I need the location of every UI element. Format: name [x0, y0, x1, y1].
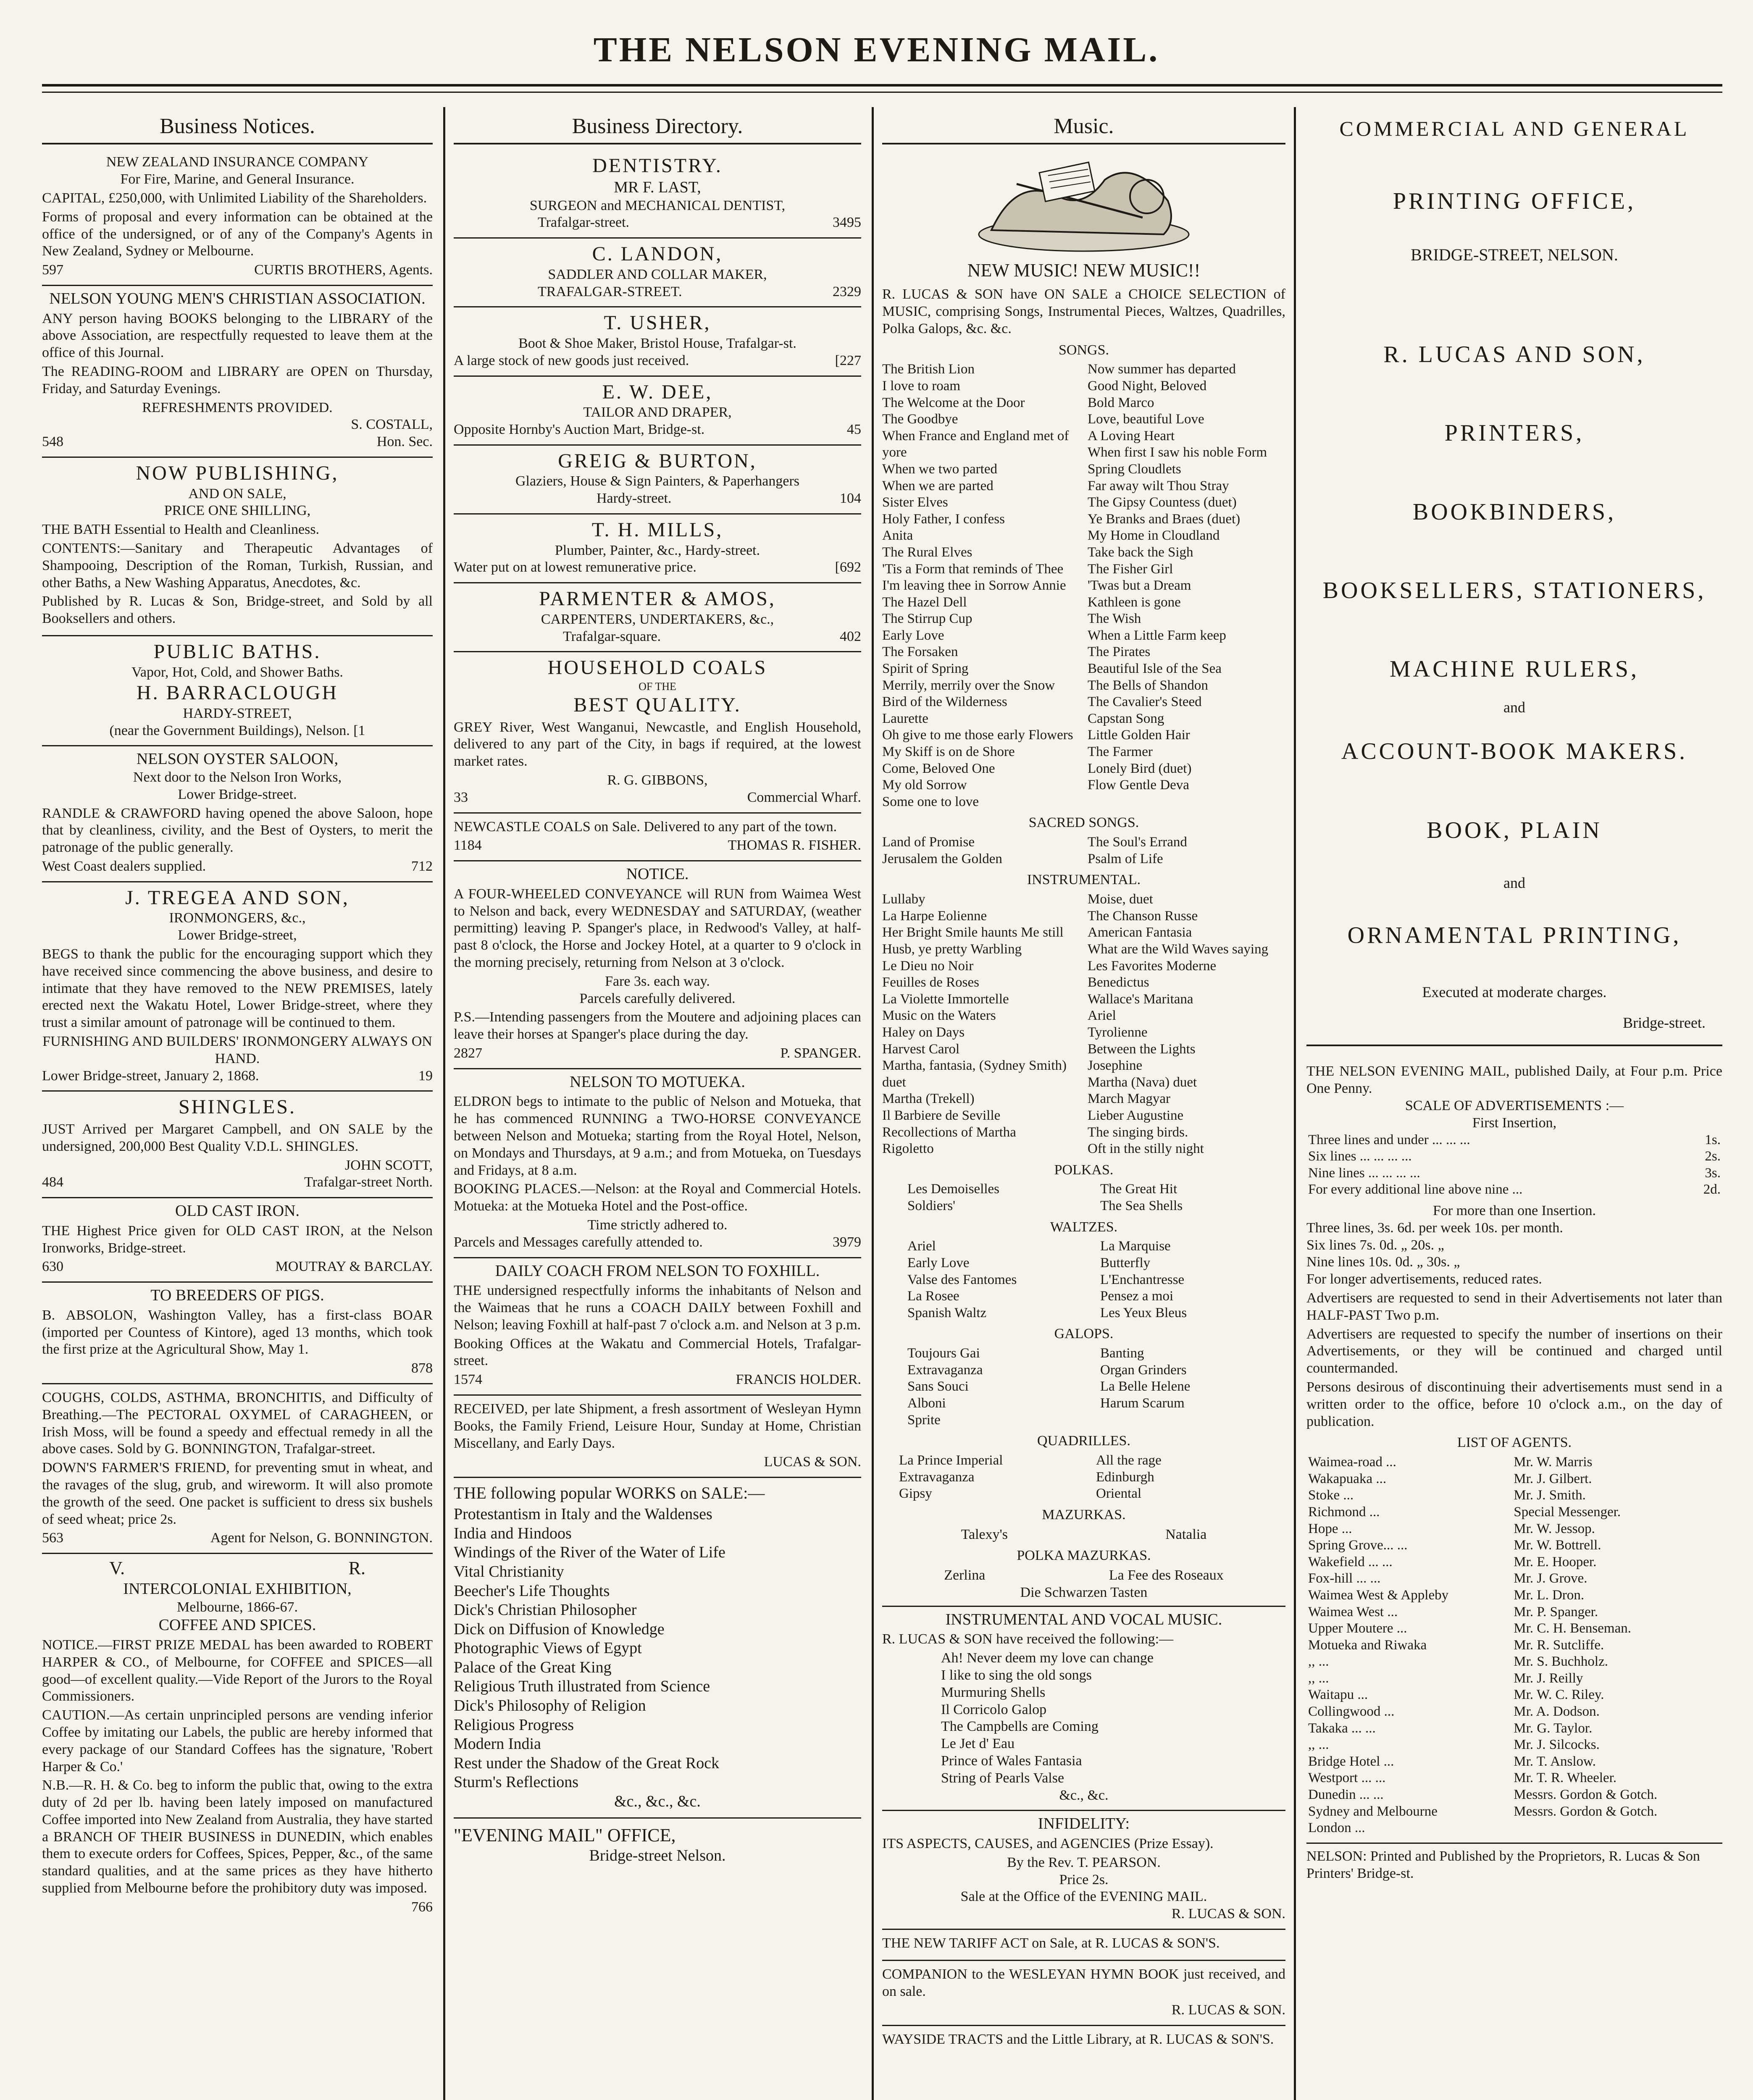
list-item: Palace of the Great King	[454, 1658, 612, 1676]
list-item: Natalia	[1165, 1526, 1207, 1542]
list-item: The Wish	[1088, 611, 1141, 627]
list-item: Haley on Days	[882, 1024, 965, 1040]
list-item: A Loving Heart	[1088, 428, 1175, 444]
polka-mazurkas-list	[882, 1567, 1285, 1584]
ad-instrumental-vocal: INSTRUMENTAL AND VOCAL MUSIC. R. LUCAS & SON have received the following:— Ah! Never deem my love can change I like to sing the old songs Murmuring Shells Il Corricolo Galop The Campbells are Coming Le Jet d' Eau Prince of Wales Fantasia String of Pearls Valse &c., &c.	[882, 1607, 1285, 1811]
masthead: THE NELSON EVENING MAIL.	[593, 30, 1160, 69]
list-item: When we are parted	[882, 478, 993, 494]
list-item: The Cavalier's Steed	[1088, 694, 1202, 710]
list-item: Tyrolienne	[1088, 1024, 1148, 1040]
list-item: The Farmer	[1088, 744, 1153, 760]
list-item: The singing birds.	[1088, 1124, 1188, 1140]
list-item: Oft in the stilly night	[1088, 1141, 1204, 1157]
list-item: Religious Progress	[454, 1716, 574, 1734]
ad-public-baths: PUBLIC BATHS. Vapor, Hot, Cold, and Shower Baths. H. BARRACLOUGH HARDY-STREET, (near the Government Buildings), Nelson. [1	[42, 636, 433, 747]
column-divider	[872, 107, 874, 2100]
dir-nelson-motueka: NELSON TO MOTUEKA. ELDRON begs to intimate to the public of Nelson and Motueka, that he has commenced RUNNING a TWO-HORSE CONVEYANCE between Nelson and Motueka; starting from the Royal Hotel, Nelson, on Mondays and Thursdays, at 9 a.m.; and from Motueka, on Tuesdays and Fridays, at 8 a.m. BOOKING PLACES.—Nelson: at the Royal and Commercial Hotels. Motueka: at the Motueka Hotel and the Post-office. Time strictly adhered to. Parcels and Messages carefully attended to. 3979	[454, 1069, 861, 1258]
list-item: March Magyar	[1088, 1091, 1171, 1107]
list-item: Josephine	[1088, 1058, 1143, 1074]
ad-hymn-companion: COMPANION to the WESLEYAN HYMN BOOK just received, and on sale. R. LUCAS & SON.	[882, 1961, 1285, 2026]
list-item: La Harpe Eolienne	[882, 908, 987, 924]
table-row: Six lines ... ... ... ... 2s.	[1308, 1149, 1721, 1164]
list-item: Come, Beloved One	[882, 761, 995, 776]
table-row: ,, ... Mr. S. Buchholz.	[1308, 1654, 1608, 1670]
dir-mills: T. H. MILLS, Plumber, Painter, &c., Hardy-street. Water put on at lowest remunerative price. [692	[454, 514, 861, 583]
list-item: La Rosee	[907, 1289, 959, 1304]
column-divider	[443, 107, 445, 2100]
list-item: When a Little Farm keep	[1088, 627, 1226, 643]
dir-greig-burton: GREIG & BURTON, Glaziers, House & Sign Painters, & Paperhangers Hardy-street. 104	[454, 446, 861, 514]
ad-tregea: J. TREGEA AND SON, IRONMONGERS, &c., Lower Bridge-street, BEGS to thank the public for the encouraging support which they have received since commencing the above business, and desire to intimate that they have removed to the NEW PREMISES, lately erected next the Wakatu Hotel, Lower Bridge-street, where they trust a similar amount of patronage will be continued to them. FURNISHING AND BUILDERS' IRONMONGERY ALWAYS ON HAND. Lower Bridge-street, January 2, 1868. 19	[42, 882, 433, 1092]
list-item: Gipsy	[899, 1486, 932, 1502]
list-item: Beautiful Isle of the Sea	[1088, 661, 1222, 677]
list-item: Talexy's	[961, 1526, 1008, 1542]
list-item: La Marquise	[1100, 1239, 1171, 1254]
list-item: Anita	[882, 528, 913, 543]
music-instruments-illustration	[966, 150, 1201, 255]
list-item: Le Jet d' Eau	[941, 1736, 1015, 1752]
table-row: Fox-hill ... ... Mr. J. Grove.	[1308, 1571, 1587, 1586]
list-item: Religious Truth illustrated from Science	[454, 1677, 710, 1696]
table-row: London ...	[1308, 1820, 1365, 1836]
list-item: The British Lion	[882, 362, 975, 377]
table-row: Bridge Hotel ... Mr. T. Anslow.	[1308, 1754, 1596, 1769]
list-item: Pensez a moi	[1100, 1289, 1174, 1304]
list-item: The Hazel Dell	[882, 594, 967, 610]
list-item: Prince of Wales Fantasia	[941, 1753, 1082, 1769]
received-music-list	[882, 1650, 1285, 1787]
ad-pigs: TO BREEDERS OF PIGS. B. ABSOLON, Washington Valley, has a first-class BOAR (imported per Countess of Kintore), aged 13 months, which took the first prize at the Agricultural Show, May 1. 878	[42, 1283, 433, 1384]
section-header: Music.	[882, 113, 1285, 144]
table-row: ,, ... Mr. J. Silcocks.	[1308, 1737, 1600, 1753]
printing-office-ad: COMMERCIAL AND GENERAL PRINTING OFFICE, BRIDGE-STREET, NELSON. R. LUCAS AND SON, PRINTERS, BOOKBINDERS, BOOKSELLERS, STATIONERS, MACHINE RULERS, and ACCOUNT-BOOK MAKERS. BOOK, PLAIN and ORNAMENTAL PRINTING, Executed at moderate charges. Bridge-street.	[1306, 116, 1722, 1046]
waltzes-list	[882, 1238, 1285, 1321]
list-item: Far away wilt Thou Stray	[1088, 478, 1229, 494]
list-item: Take back the Sigh	[1088, 544, 1193, 560]
ad-ymca: NELSON YOUNG MEN'S CHRISTIAN ASSOCIATION. ANY person having BOOKS belonging to the LIBRARY of the above Association, are respectfully requested to leave them at the office of this Journal. The READING-ROOM and LIBRARY are OPEN on Thursday, Friday, and Saturday Evenings. REFRESHMENTS PROVIDED. S. COSTALL, 548 Hon. Sec.	[42, 286, 433, 458]
table-row: Takaka ... ... Mr. G. Taylor.	[1308, 1720, 1593, 1736]
list-item: Kathleen is gone	[1088, 594, 1181, 610]
ad-old-cast-iron: OLD CAST IRON. THE Highest Price given for OLD CAST IRON, at the Nelson Ironworks, Bridge-street. 630 MOUTRAY & BARCLAY.	[42, 1198, 433, 1283]
list-item: Little Golden Hair	[1088, 727, 1190, 743]
instrumental-list	[882, 891, 1285, 1158]
table-row: ,, ... Mr. J. Reilly	[1308, 1670, 1583, 1686]
list-item: Die Schwarzen Tasten	[882, 1584, 1285, 1607]
list-item: Lullaby	[882, 892, 925, 907]
list-item: Il Barbiere de Seville	[882, 1108, 1001, 1123]
list-item: My old Sorrow	[882, 777, 967, 793]
list-item: India and Hindoos	[454, 1524, 572, 1542]
table-row: Dunedin ... ... Messrs. Gordon & Gotch.	[1308, 1787, 1658, 1803]
list-item: La Belle Helene	[1100, 1379, 1191, 1394]
dir-daily-coach: DAILY COACH FROM NELSON TO FOXHILL. THE undersigned respectfully informs the inhabitants of Nelson and the Waimeas that he runs a COACH DAILY between Foxhill and Nelson; leaving Foxhill at half-past 7 o'clock a.m. and Nelson at 3 p.m. Booking Offices at the Wakatu and Commercial Hotels, Trafalgar-street. 1574 FRANCIS HOLDER.	[454, 1258, 861, 1396]
table-row: Spring Grove... ... Mr. W. Bottrell.	[1308, 1538, 1601, 1553]
list-item: Some one to love	[882, 794, 979, 809]
list-item: L'Enchantresse	[1100, 1272, 1185, 1287]
list-item: All the rage	[1096, 1453, 1162, 1468]
table-row: Motueka and Riwaka Mr. R. Sutcliffe.	[1308, 1637, 1604, 1653]
list-item: Valse des Fantomes	[907, 1272, 1017, 1287]
list-item: Psalm of Life	[1088, 851, 1163, 866]
list-item: Early Love	[882, 627, 944, 643]
list-item: Her Bright Smile haunts Me still	[882, 925, 1064, 940]
songs-list	[882, 361, 1285, 810]
table-row: Nine lines ... ... ... ... 3s.	[1308, 1165, 1721, 1181]
list-item: When France and England met of yore	[882, 428, 1069, 460]
list-item: The Gipsy Countess (duet)	[1088, 495, 1237, 510]
list-item: Lieber Augustine	[1088, 1108, 1184, 1123]
column-music: Music. NEW MUSIC! NEW MUSIC!! R. LUCAS & SON have ON SALE a CHOICE SELECTION of MUSIC, comprising Songs, Instrumental Pieces, Waltzes, Quadrilles, Polka Galops, &c. &c. SONGS. The British Lion I love to roam The Welcome at the Door The Goodbye When France and England met of yore When we two parted When we are parted Sister Elves Holy Father, I confess Anita The Rural Elves 'Tis a Form that reminds of Thee I'm leaving thee in Sorrow Annie The Hazel Dell The Stirrup Cup Early Love The Forsaken Spirit of Spring Merrily, merrily over the Snow Bird of the Wilderness Laurette Oh give to me those early Flowers My Skiff is on de Shore Come, Beloved One My old Sorrow Some one to love Now summer has departed Good Night, Beloved Bold Marco Love, beautiful Love A Loving Heart When first I saw his noble Form Spring Cloudlets Far away wilt Thou Stray The Gipsy Countess (duet) Ye Branks and Braes (duet) My Home in Cloudland Take back the Sigh The Fisher Girl 'Twas but a Dream Kathleen is gone The Wish When a Little Farm keep The Pirates Beautiful Isle of the Sea The Bells of Shandon The Cavalier's Steed Capstan Song Little Golden Hair The Farmer Lonely Bird (duet) Flow Gentle Deva SACRED SONGS. Land of Promise Jerusalem the Golden The Soul's Errand Psalm of Life INSTRUMENTAL. Lullaby La Harpe Eolienne Her Bright Smile haunts Me still Husb, ye pretty Warbling Le Dieu no Noir Feuilles de Roses La Violette Immortelle Music on the Waters Haley on Days Harvest Carol Martha, fantasia, (Sydney Smith) duet Martha (Trekell) Il Barbiere de Seville Recollections of Martha Rigoletto Moise, duet The Chanson Russe American Fantasia What are the Wild Waves saying Les Favorites Moderne Benedictus Wallace's Maritana Ariel Tyrolienne Between the Lights Josephine Martha (Nava) duet March Magyar Lieber Augustine The singing birds. Oft in the stilly night POLKAS. Les Demoiselles Soldiers' The Great Hit The Sea Shells WALTZES. Ariel Early Love Valse des Fantomes La Rosee Spanish Waltz La Marquise Butterfly L'Enchantresse Pensez a moi Les Yeux Bleus GALOPS. Toujours Gai Extravaganza Sans Souci Alboni Sprite Banting Organ Grinders La Belle Helene Harum Scarum QUADRILLES. La Prince Imperial Extravaganza Gipsy All the rage Edinburgh Oriental MAZURKAS. Talexy's Natalia POLKA MAZURKAS. Zerlina La Fee des Roseaux Die Schwarzen Tasten INSTRUMENTAL AND VOCAL MUSIC. R. LUCAS & SON have received the following:— Ah! Never deem my love can change I like to sing the old songs Murmuring Shells Il Corricolo Galop The Campbells are Coming Le Jet d' Eau Prince of Wales Fantasia String of Pearls Valse &c., &c. INFIDELITY: ITS ASPECTS, CAUSES, and AGENCIES (Prize Essay). By the Rev. T. PEARSON. Price 2s. Sale at the Office of the EVENING MAIL. R. LUCAS & SON. THE NEW TARIFF ACT on Sale, at R. LUCAS & SON'S. COMPANION to the WESLEYAN HYMN BOOK just received, and on sale. R. LUCAS & SON. WAYSIDE TRACTS and the Little Library, at R. LUCAS & SON'S.	[882, 113, 1285, 2100]
ad-tariff-act: THE NEW TARIFF ACT on Sale, at R. LUCAS & SON'S.	[882, 1930, 1285, 1961]
section-header: Business Directory.	[454, 113, 861, 144]
list-item: Dick's Philosophy of Religion	[454, 1697, 646, 1715]
table-row: Waimea West ... Mr. P. Spanger.	[1308, 1604, 1598, 1620]
list-item: Music on the Waters	[882, 1008, 996, 1024]
mazurkas-list	[882, 1526, 1285, 1544]
table-row: Upper Moutere ... Mr. C. H. Benseman.	[1308, 1621, 1631, 1636]
list-item: Now summer has departed	[1088, 362, 1236, 377]
list-item: Protestantism in Italy and the Waldenses	[454, 1505, 712, 1523]
polkas-list	[882, 1181, 1285, 1214]
table-row: Westport ... ... Mr. T. R. Wheeler.	[1308, 1770, 1617, 1786]
list-item: Extravaganza	[907, 1362, 983, 1378]
list-item: Les Yeux Bleus	[1100, 1305, 1187, 1320]
list-item: Rest under the Shadow of the Great Rock	[454, 1754, 720, 1772]
column-business-directory	[454, 113, 861, 2100]
list-item: Recollections of Martha	[882, 1124, 1016, 1140]
list-item: Merrily, merrily over the Snow	[882, 677, 1055, 693]
column-business-notices	[42, 113, 433, 2100]
advertisement-rates: THE NELSON EVENING MAIL, published Daily, at Four p.m. Price One Penny. SCALE OF ADVERTISEMENTS :— First Insertion, Three lines and under ... ... ... 1s. Six lines ... ... ... ... 2s. Nine lines ... ... ... ... 3s. For every additional line above nine ... 2d. For more than one Insertion. Three lines, 3s. 6d. per week 10s. per month. Six lines 7s. 0d. „ 20s. „ Nine lines 10s. 0d. „ 30s. „ For longer advertisements, reduced rates. Advertisers are requested to send in their Advertisements not later than HALF-PAST Two p.m. Advertisers are requested to specify the number of insertions on their Advertisements, or they will be continued and charged until countermanded. Persons desirous of discontinuing their advertisements must send in a written order to the office, before 10 o'clock a.m., on the day of publication. LIST OF AGENTS. Waimea-road ... Mr. W. Marris Wakapuaka ... Mr. J. Gilbert. Stoke ... Mr. J. Smith. Richmond ... Special Messenger. Hope ... Mr. W. Jessop. Spring Grove... ... Mr. W. Bottrell. Wakefield ... ... Mr. E. Hooper. Fox-hill ... ... Mr. J. Grove. Waimea West & Appleby Mr. L. Dron. Waimea West ... Mr. P. Spanger. Upper Moutere ... Mr. C. H. Benseman. Motueka and Riwaka Mr. R. Sutcliffe. ,, ... Mr. S. Buchholz. ,, ... Mr. J. Reilly Waitapu ... Mr. W. C. Riley. Collingwood ... Mr. A. Dodson. Takaka ... ... Mr. G. Taylor. ,, ... Mr. J. Silcocks. Bridge Hotel ... Mr. T. Anslow. Westport ... ... Mr. T. R. Wheeler. Dunedin ... ... Messrs. Gordon & Gotch. Sydney and Melbourne Messrs. Gordon & Gotch. London ... NELSON: Printed and Published by the Proprietors, R. Lucas & Son Printers' Bridge-st.	[1306, 1046, 1722, 1882]
list-item: Organ Grinders	[1100, 1362, 1187, 1378]
list-item: Martha, fantasia, (Sydney Smith) duet	[882, 1058, 1067, 1090]
list-item: La Violette Immortelle	[882, 991, 1009, 1007]
ad-shingles: SHINGLES. JUST Arrived per Margaret Campbell, and ON SALE by the undersigned, 200,000 Best Quality V.D.L. SHINGLES. JOHN SCOTT, 484 Trafalgar-street North.	[42, 1092, 433, 1198]
list-item: My Home in Cloudland	[1088, 528, 1220, 543]
list-item: The Goodbye	[882, 412, 958, 427]
list-item: When first I saw his noble Form	[1088, 445, 1267, 460]
list-item: Holy Father, I confess	[882, 511, 1005, 527]
list-item: Murmuring Shells	[941, 1684, 1046, 1700]
list-item: Le Dieu no Noir	[882, 958, 974, 974]
list-item: Dick's Christian Philosopher	[454, 1601, 637, 1619]
column-divider	[1294, 107, 1296, 2100]
list-item: Capstan Song	[1088, 711, 1164, 726]
dir-usher: T. USHER, Boot & Shoe Maker, Bristol House, Trafalgar-st. A large stock of new goods just received. [227	[454, 307, 861, 376]
masthead-rule-thin	[42, 92, 1722, 93]
list-item: My Skiff is on de Shore	[882, 744, 1015, 760]
list-item: The Pirates	[1088, 644, 1151, 660]
list-item: 'Tis a Form that reminds of Thee	[882, 561, 1064, 577]
list-item: Vital Christianity	[454, 1562, 564, 1580]
list-item: The Welcome at the Door	[882, 395, 1025, 410]
list-item: Bird of the Wilderness	[882, 694, 1007, 710]
list-item: Ye Branks and Braes (duet)	[1088, 511, 1241, 527]
list-item: The Bells of Shandon	[1088, 677, 1208, 693]
list-item: Toujours Gai	[907, 1346, 980, 1361]
list-item: Les Demoiselles	[907, 1181, 1000, 1197]
list-item: The Forsaken	[882, 644, 958, 660]
list-item: Oh give to me those early Flowers	[882, 727, 1073, 743]
list-item: Land of Promise	[882, 835, 975, 850]
dir-popular-works: THE following popular WORKS on SALE:— Protestantism in Italy and the Waldenses India and Hindoos Windings of the River of the Water of Life Vital Christianity Beecher's Life Thoughts Dick's Christian Philosopher Dick on Diffusion of Knowledge Photographic Views of Egypt Palace of the Great King Religious Truth illustrated from Science Dick's Philosophy of Religion Religious Progress Modern India Rest under the Shadow of the Great Rock Sturm's Reflections &c., &c., &c.	[454, 1478, 861, 1819]
list-item: When we two parted	[882, 461, 997, 477]
list-item: The Stirrup Cup	[882, 611, 972, 627]
list-item: Sans Souci	[907, 1379, 969, 1394]
list-item: Moise, duet	[1088, 892, 1153, 907]
imprint: NELSON: Printed and Published by the Proprietors, R. Lucas & Son Printers' Bridge-st.	[1306, 1843, 1722, 1882]
list-item: Benedictus	[1088, 975, 1149, 990]
list-item: Sister Elves	[882, 495, 948, 510]
list-item: Wallace's Maritana	[1088, 991, 1193, 1007]
list-item: Ariel	[907, 1239, 936, 1254]
dir-dee: E. W. DEE, TAILOR AND DRAPER, Opposite Hornby's Auction Mart, Bridge-st. 45	[454, 377, 861, 446]
quadrilles-list	[882, 1452, 1285, 1502]
list-item: I'm leaving thee in Sorrow Annie	[882, 578, 1066, 593]
list-item: Alboni	[907, 1396, 946, 1411]
dir-landon: C. LANDON, SADDLER AND COLLAR MAKER, TRAFALGAR-STREET. 2329	[454, 239, 861, 307]
agents-table	[1306, 1454, 1722, 1837]
list-item: Husb, ye pretty Warbling	[882, 941, 1022, 957]
list-item: Extravaganza	[899, 1469, 975, 1485]
rates-table	[1306, 1132, 1722, 1198]
dir-received-hymn-books: RECEIVED, per late Shipment, a fresh assortment of Wesleyan Hymn Books, the Family Friend, Leisure Hour, Sunday at Home, Christian Miscellany, and Early Days. LUCAS & SON.	[454, 1396, 861, 1478]
list-item: Les Favorites Moderne	[1088, 958, 1217, 974]
ad-oyster-saloon: NELSON OYSTER SALOON, Next door to the Nelson Iron Works, Lower Bridge-street. RANDLE & CRAWFORD having opened the above Saloon, hope that by cleanliness, civility, and the Best of Oysters, to merit the patronage of the public generally. West Coast dealers supplied. 712	[42, 746, 433, 882]
list-item: Dick on Diffusion of Knowledge	[454, 1620, 665, 1638]
ad-now-publishing: NOW PUBLISHING, AND ON SALE, PRICE ONE SHILLING, THE BATH Essential to Health and Cleanliness. CONTENTS:—Sanitary and Therapeutic Advantages of Shampooing, Description of the Roman, Turkish, Russian, and other Baths, a New Washing Apparatus, Anecdotes, &c. Published by R. Lucas & Son, Bridge-street, and Sold by all Booksellers and others.	[42, 458, 433, 636]
galops-list	[882, 1345, 1285, 1428]
list-item: Harum Scarum	[1100, 1396, 1185, 1411]
dir-dentistry: DENTISTRY. MR F. LAST, SURGEON and MECHANICAL DENTIST, Trafalgar-street. 3495	[454, 150, 861, 239]
list-item: Six lines 7s. 0d. „ 20s. „	[1306, 1237, 1444, 1253]
dir-newcastle-coals: NEWCASTLE COALS on Sale. Delivered to any part of the town. 1184 THOMAS R. FISHER.	[454, 814, 861, 862]
ad-infidelity: INFIDELITY: ITS ASPECTS, CAUSES, and AGENCIES (Prize Essay). By the Rev. T. PEARSON. Price 2s. Sale at the Office of the EVENING MAIL. R. LUCAS & SON.	[882, 1811, 1285, 1930]
table-row: Wakapuaka ... Mr. J. Gilbert.	[1308, 1471, 1592, 1486]
list-item: The Fisher Girl	[1088, 561, 1173, 577]
list-item: Ariel	[1088, 1008, 1116, 1024]
list-item: Beecher's Life Thoughts	[454, 1582, 610, 1600]
list-item: Good Night, Beloved	[1088, 378, 1207, 394]
list-item: Edinburgh	[1096, 1469, 1154, 1485]
table-row: Sydney and Melbourne Messrs. Gordon & Gotch.	[1308, 1803, 1658, 1819]
ad-coffee-spices: V. R. INTERCOLONIAL EXHIBITION, Melbourne, 1866-67. COFFEE AND SPICES. NOTICE.—FIRST PRIZE MEDAL has been awarded to ROBERT HARPER & CO., of Melbourne, for COFFEE and SPICES—all good—of excellent quality.—Vide Report of the Jurors to the Royal Commissioners. CAUTION.—As certain unprincipled persons are vending inferior Coffee by imitating our Labels, the public are hereby informed that every package of our Standard Coffees has the signature, 'Robert Harper & Co.' N.B.—R. H. & Co. beg to inform the public that, owing to the extra duty of 2d per lb. having been lately imposed on manufactured Coffee imported into New Zealand from Australia, they have started a BRANCH OF THEIR BUSINESS in DUNEDIN, which enables them to execute orders for Coffees, Spices, Pepper, &c., of the same standard qualities, and at the same prices as they have hitherto supplied from Melbourne before the prohibitory duty was imposed. 766	[42, 1558, 433, 1915]
list-item: Soldiers'	[907, 1198, 956, 1214]
dir-parmenter-amos: PARMENTER & AMOS, CARPENTERS, UNDERTAKERS, &c., Trafalgar-square. 402	[454, 583, 861, 652]
table-row: Collingwood ... Mr. A. Dodson.	[1308, 1704, 1600, 1719]
masthead-rule	[42, 84, 1722, 87]
list-item: Flow Gentle Deva	[1088, 777, 1189, 793]
table-row: Richmond ... Special Messenger.	[1308, 1504, 1621, 1520]
list-item: Harvest Carol	[882, 1041, 960, 1057]
list-item: Early Love	[907, 1255, 970, 1271]
list-item: The Campbells are Coming	[941, 1719, 1099, 1735]
list-item: 'Twas but a Dream	[1088, 578, 1191, 593]
list-item: Jerusalem the Golden	[882, 851, 1002, 866]
sacred-songs-list	[882, 834, 1285, 867]
dir-notice-conveyance: NOTICE. A FOUR-WHEELED CONVEYANCE will RUN from Waimea West to Nelson and back, every WEDNESDAY and SATURDAY, (weather permitting) leaving P. Spanger's place, in Redwood's Valley, at half-past 8 o'clock, the Horse and Jockey Hotel, at a quarter to 9 o'clock in the morning precisely, returning from Nelson at 3 o'clock. Fare 3s. each way. Parcels carefully delivered. P.S.—Intending passengers from the Moutere and adjoining places can leave their horses at Spanger's place during the day. 2827 P. SPANGER.	[454, 861, 861, 1069]
list-item: Sturm's Reflections	[454, 1773, 579, 1791]
list-item: The Soul's Errand	[1088, 835, 1187, 850]
list-item: Spring Cloudlets	[1088, 461, 1181, 477]
section-header: Business Notices.	[42, 113, 433, 144]
list-item: Love, beautiful Love	[1088, 412, 1204, 427]
table-row: Hope ... Mr. W. Jessop.	[1308, 1521, 1595, 1536]
list-item: Feuilles de Roses	[882, 975, 979, 990]
list-item: Spirit of Spring	[882, 661, 969, 677]
table-row: Stoke ... Mr. J. Smith.	[1308, 1488, 1586, 1503]
list-item: Nine lines 10s. 0d. „ 30s. „	[1306, 1254, 1460, 1270]
list-item: Banting	[1100, 1346, 1144, 1361]
list-item: Between the Lights	[1088, 1041, 1196, 1057]
works-list	[454, 1505, 861, 1792]
list-item: The Sea Shells	[1100, 1198, 1183, 1214]
list-item: Modern India	[454, 1735, 541, 1753]
list-item: Oriental	[1096, 1486, 1142, 1502]
list-item: Sprite	[907, 1412, 941, 1428]
list-item: What are the Wild Waves saying	[1088, 941, 1269, 957]
list-item: The Great Hit	[1100, 1181, 1177, 1197]
table-row: Wakefield ... ... Mr. E. Hooper.	[1308, 1554, 1597, 1570]
evening-mail-office: "EVENING MAIL" OFFICE, Bridge-street Nelson.	[454, 1824, 726, 1865]
list-item: Rigoletto	[882, 1141, 934, 1157]
list-item: American Fantasia	[1088, 925, 1192, 940]
list-item: The Rural Elves	[882, 544, 972, 560]
list-item: I like to sing the old songs	[941, 1667, 1092, 1683]
list-item: Three lines, 3s. 6d. per week 10s. per month.	[1306, 1220, 1563, 1236]
list-item: Ah! Never deem my love can change	[941, 1650, 1154, 1666]
table-row: Waitapu ... Mr. W. C. Riley.	[1308, 1687, 1604, 1703]
table-row: Three lines and under ... ... ... 1s.	[1308, 1132, 1721, 1147]
dir-household-coals: HOUSEHOLD COALS OF THE BEST QUALITY. GREY River, West Wanganui, Newcastle, and English Household, delivered to any part of the City, in bags if required, at the lowest market rates. R. G. GIBBONS, 33 Commercial Wharf.	[454, 652, 861, 813]
list-item: Il Corricolo Galop	[941, 1701, 1047, 1717]
table-row: Waimea West & Appleby Mr. L. Dron.	[1308, 1587, 1585, 1603]
list-item: Butterfly	[1100, 1255, 1151, 1271]
list-item: Windings of the River of the Water of Life	[454, 1544, 725, 1562]
list-item: Laurette	[882, 711, 928, 726]
list-item: The Chanson Russe	[1088, 908, 1198, 924]
column-printing-office	[1306, 113, 1722, 2100]
list-item: I love to roam	[882, 378, 961, 394]
ad-wayside-tracts: WAYSIDE TRACTS and the Little Library, at R. LUCAS & SON'S.	[882, 2032, 1274, 2048]
table-row: For every additional line above nine ... 2d.	[1308, 1182, 1721, 1197]
list-item: Lonely Bird (duet)	[1088, 761, 1192, 776]
table-row: Waimea-road ... Mr. W. Marris	[1308, 1454, 1593, 1470]
list-item: La Prince Imperial	[899, 1453, 1003, 1468]
list-item: Spanish Waltz	[907, 1305, 987, 1320]
list-item: String of Pearls Valse	[941, 1770, 1064, 1786]
list-item: Bold Marco	[1088, 395, 1154, 410]
list-item: Martha (Trekell)	[882, 1091, 975, 1107]
ad-coughs: COUGHS, COLDS, ASTHMA, BRONCHITIS, and Difficulty of Breathing.—The PECTORAL OXYMEL of CARAGHEEN, or Irish Moss, will be found a speedy and effectual remedy in all the above cases. Sold by G. BONNINGTON, Trafalgar-street. DOWN'S FARMER'S FRIEND, for preventing smut in wheat, and the ravages of the slug, grub, and wireworm. It will also promote the growth of the seed. One packet is sufficient to dress six bushels of seed wheat; price 2s. 563 Agent for Nelson, G. BONNINGTON.	[42, 1384, 433, 1554]
list-item: Zerlina	[944, 1567, 986, 1583]
ad-nz-insurance: NEW ZEALAND INSURANCE COMPANY For Fire, Marine, and General Insurance. CAPITAL, £250,000, with Unlimited Liability of the Shareholders. Forms of proposal and every information can be obtained at the office of the undersigned, or of any of the Company's Agents in New Zealand, Sydney or Melbourne. 597 CURTIS BROTHERS, Agents.	[42, 150, 433, 286]
list-item: Photographic Views of Egypt	[454, 1639, 642, 1657]
list-item: La Fee des Roseaux	[1109, 1567, 1224, 1583]
rates-list	[1306, 1220, 1722, 1271]
list-item: Martha (Nava) duet	[1088, 1074, 1197, 1090]
